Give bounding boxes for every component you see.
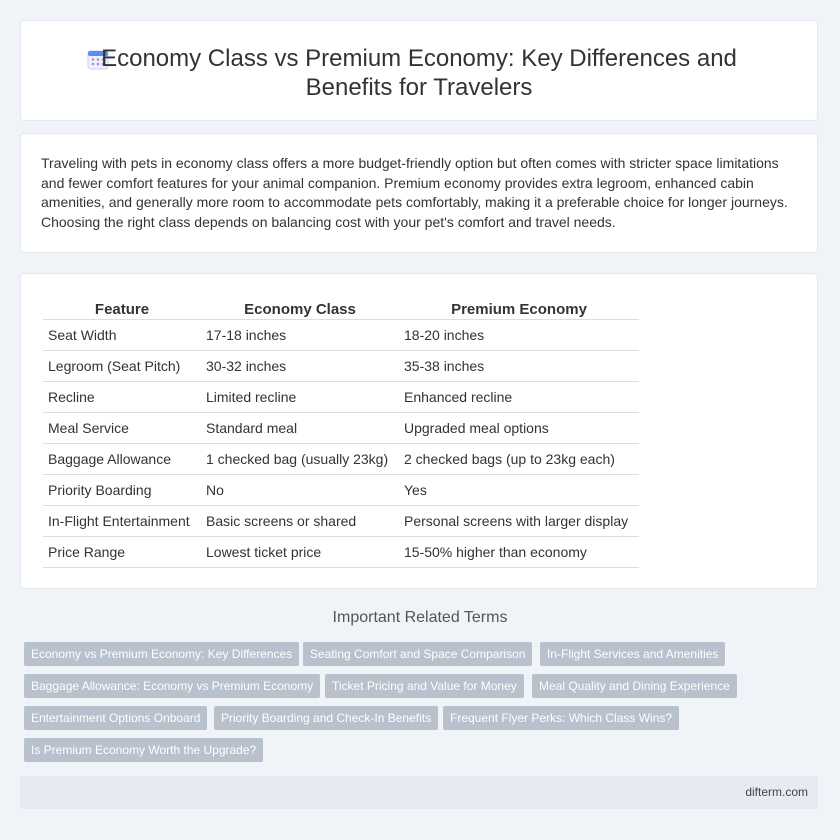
table-header-economy: Economy Class [201, 296, 399, 320]
table-cell: Yes [399, 475, 639, 506]
page-title-line-1: Economy Class vs Premium Economy: Key Differences and [101, 45, 737, 72]
related-tag[interactable]: Seating Comfort and Space Comparison [303, 642, 532, 666]
table-cell: Enhanced recline [399, 382, 639, 413]
table-header-premium: Premium Economy [399, 296, 639, 320]
footer-brand[interactable]: difterm.com [745, 785, 808, 799]
table-cell: 35-38 inches [399, 351, 639, 382]
table-cell: Meal Service [43, 413, 201, 444]
related-tag[interactable]: Frequent Flyer Perks: Which Class Wins? [443, 706, 679, 730]
related-tag[interactable]: Entertainment Options Onboard [24, 706, 207, 730]
table-row [43, 382, 639, 413]
table-cell: Seat Width [43, 320, 201, 351]
table-cell: Baggage Allowance [43, 444, 201, 475]
related-tag[interactable]: Baggage Allowance: Economy vs Premium Economy [24, 674, 320, 698]
table-cell: Personal screens with larger display [399, 506, 639, 537]
table-cell: Recline [43, 382, 201, 413]
table-cell: Upgraded meal options [399, 413, 639, 444]
table-cell: Priority Boarding [43, 475, 201, 506]
related-terms-title: Important Related Terms [332, 609, 508, 626]
related-tag[interactable]: Is Premium Economy Worth the Upgrade? [24, 738, 263, 762]
table-cell: Lowest ticket price [201, 537, 399, 568]
comparison-table [43, 296, 639, 568]
table-header-row [43, 296, 639, 320]
related-tag[interactable]: Economy vs Premium Economy: Key Differences [24, 642, 299, 666]
page-title [21, 44, 817, 102]
table-row [43, 537, 639, 568]
table-cell: No [201, 475, 399, 506]
title-card [20, 20, 818, 121]
related-tag[interactable]: Meal Quality and Dining Experience [532, 674, 737, 698]
related-tag[interactable]: Ticket Pricing and Value for Money [325, 674, 524, 698]
related-tag[interactable]: Priority Boarding and Check-In Benefits [214, 706, 438, 730]
page-title-line-2: Benefits for Travelers [305, 74, 533, 101]
table-row [43, 413, 639, 444]
table-cell: 30-32 inches [201, 351, 399, 382]
table-cell: 17-18 inches [201, 320, 399, 351]
intro-paragraph: Traveling with pets in economy class offers a more budget-friendly option but often comes with stricter space limitations and fewer comfort features for your animal companion. Premium economy provides extra legroom, enhanced cabin amenities, and generally more room to accommodate pets comfortably, making it a preferable choice for longer journeys. Choosing the right class depends on balancing cost with your pet's comfort and travel needs. [41, 155, 788, 230]
table-cell: 15-50% higher than economy [399, 537, 639, 568]
table-cell: In-Flight Entertainment [43, 506, 201, 537]
related-tag[interactable]: In-Flight Services and Amenities [540, 642, 725, 666]
table-row [43, 506, 639, 537]
table-cell: Limited recline [201, 382, 399, 413]
table-cell: Legroom (Seat Pitch) [43, 351, 201, 382]
footer [20, 776, 818, 809]
table-cell: 2 checked bags (up to 23kg each) [399, 444, 639, 475]
table-row [43, 351, 639, 382]
table-row [43, 444, 639, 475]
table-cell: 1 checked bag (usually 23kg) [201, 444, 399, 475]
comparison-table-card [20, 273, 818, 589]
table-row [43, 320, 639, 351]
table-cell: Price Range [43, 537, 201, 568]
table-cell: Standard meal [201, 413, 399, 444]
table-cell: Basic screens or shared [201, 506, 399, 537]
intro-card [20, 133, 818, 253]
table-cell: 18-20 inches [399, 320, 639, 351]
table-header-feature: Feature [43, 296, 201, 320]
table-row [43, 475, 639, 506]
